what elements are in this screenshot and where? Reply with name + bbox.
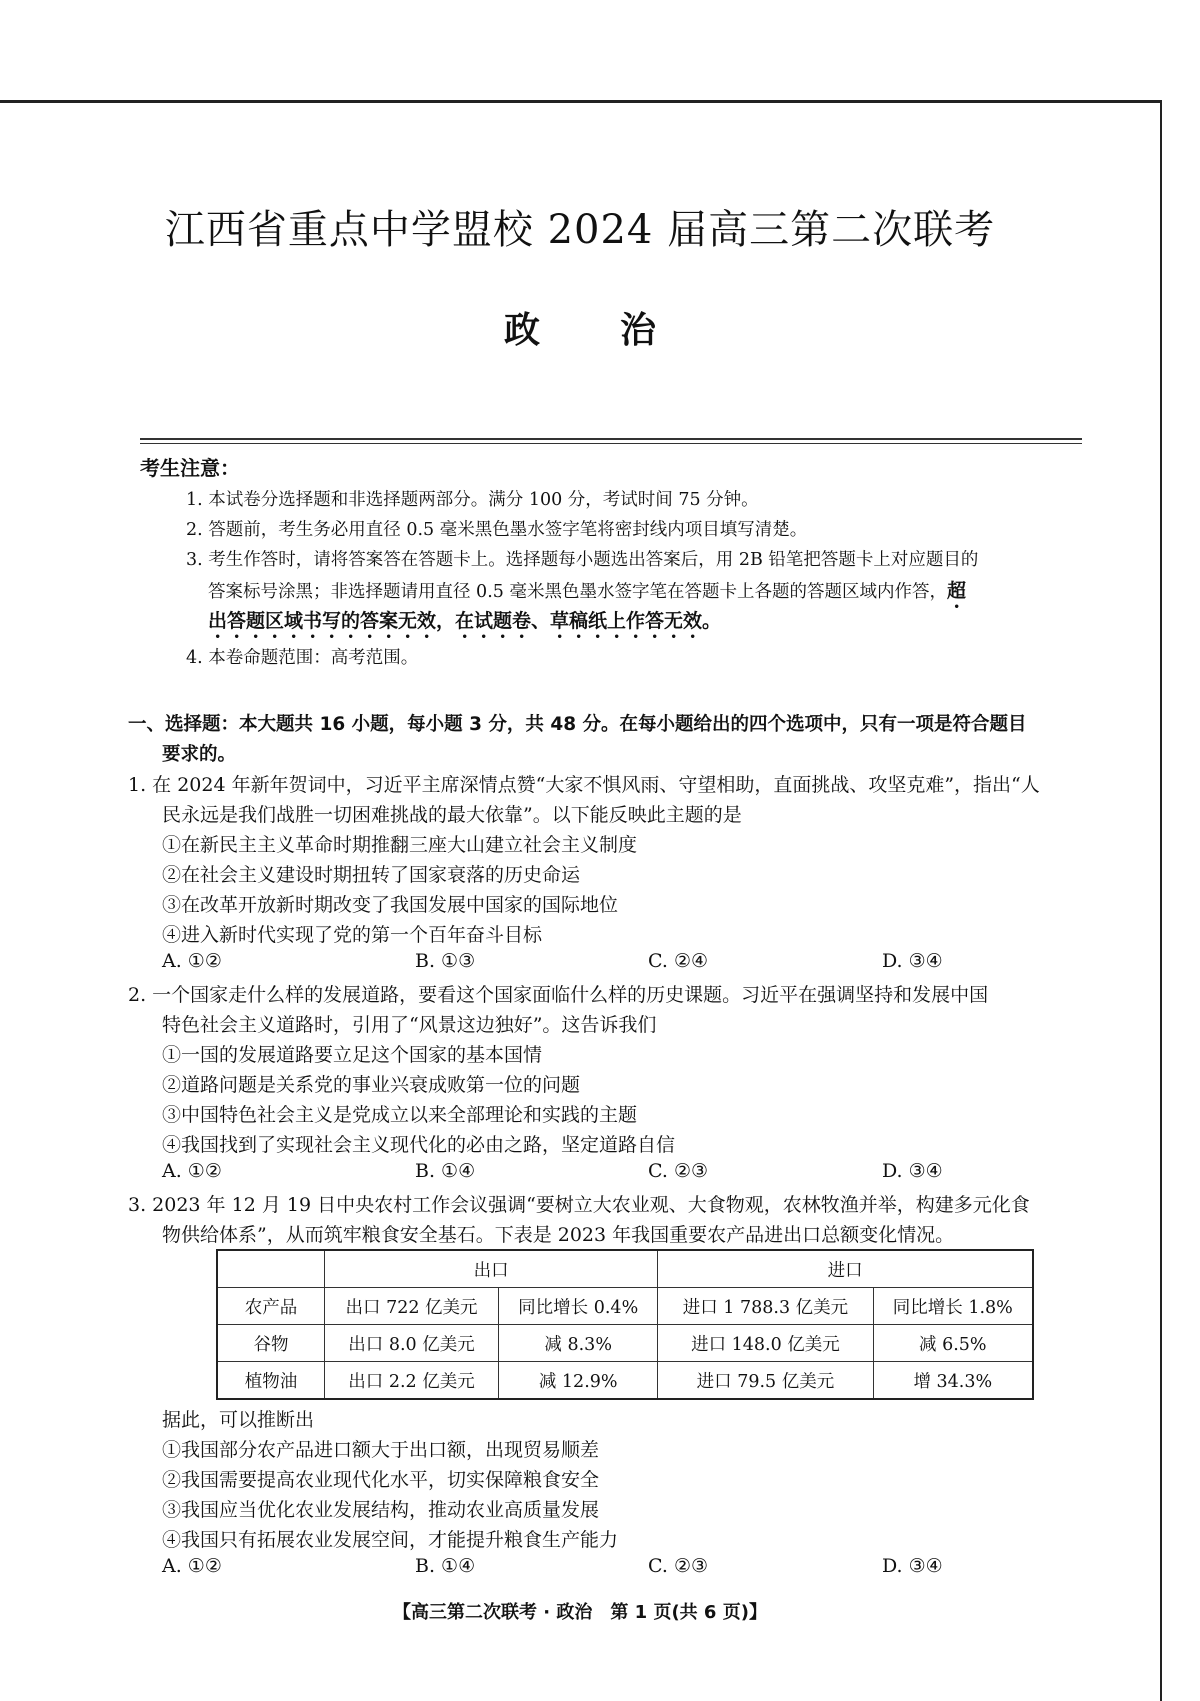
- q3-stem-line-2: 物供给体系”，从而筑牢粮食安全基石。下表是 2023 年我国重要农产品进出口总额变化情况。: [162, 1224, 955, 1246]
- q3-choice-a[interactable]: A. ①②: [162, 1555, 222, 1577]
- table-row: [217, 1325, 1033, 1362]
- table-cell: 出口 722 亿美元: [325, 1288, 499, 1325]
- page-footer: 【高三第二次联考 · 政治 第 1 页(共 6 页)】: [393, 1602, 767, 1623]
- q1-choice-d[interactable]: D. ③④: [882, 950, 943, 972]
- table-cell: 增 34.3%: [873, 1362, 1033, 1400]
- q1-stem-line-1: 1. 在 2024 年新年贺词中，习近平主席深情点赞“大家不惧风雨、守望相助，直面挑战、攻坚克难”，指出“人: [128, 774, 1040, 796]
- q2-choice-b[interactable]: B. ①④: [415, 1160, 476, 1182]
- q1-choice-b[interactable]: B. ①③: [415, 950, 476, 972]
- q2-statement-3: ③中国特色社会主义是党成立以来全部理论和实践的主题: [162, 1104, 638, 1126]
- q1-statement-2: ②在社会主义建设时期扭转了国家衰落的历史命运: [162, 864, 581, 886]
- section-1-heading-cont: 要求的。: [162, 744, 237, 765]
- table-header-import: 进口: [658, 1250, 1033, 1288]
- notice-item-3-line-3: 出答题区域书写的答案无效，在试题卷、草稿纸上作答无效。: [208, 610, 722, 632]
- q3-stem-line-1: 3. 2023 年 12 月 19 日中央农村工作会议强调“要树立大农业观、大食物观，农林牧渔并举，构建多元化食: [128, 1194, 1030, 1216]
- q2-choice-d[interactable]: D. ③④: [882, 1160, 943, 1182]
- table-cell: 同比增长 0.4%: [499, 1288, 658, 1325]
- q3-stem-tail: 据此，可以推断出: [162, 1409, 315, 1431]
- table-cell: 减 12.9%: [499, 1362, 658, 1400]
- notice-item-3-bold-start: 超: [946, 580, 966, 602]
- q3-statement-1: ①我国部分农产品进口额大于出口额，出现贸易顺差: [162, 1439, 600, 1461]
- notice-heading: 考生注意：: [140, 456, 240, 480]
- table-cell: 同比增长 1.8%: [873, 1288, 1033, 1325]
- table-row: [217, 1288, 1033, 1325]
- notice-item-2: 2. 答题前，考生务必用直径 0.5 毫米黑色墨水签字笔将密封线内项目填写清楚。: [186, 520, 808, 540]
- table-cell: 减 8.3%: [499, 1325, 658, 1362]
- subject-char-1: 政: [503, 309, 540, 351]
- table-header-row: [217, 1250, 1033, 1288]
- q3-choice-d[interactable]: D. ③④: [882, 1555, 943, 1577]
- q1-statement-3: ③在改革开放新时期改变了我国发展中国家的国际地位: [162, 894, 619, 916]
- q3-choice-b[interactable]: B. ①④: [415, 1555, 476, 1577]
- notice-item-4: 4. 本卷命题范围：高考范围。: [186, 648, 419, 668]
- section-1-heading: 一、选择题：本大题共 16 小题，每小题 3 分，共 48 分。在每小题给出的四个选项中，只有一项是符合题目: [128, 714, 1027, 735]
- q1-choice-c[interactable]: C. ②④: [648, 950, 709, 972]
- notice-item-3-plain: 答案标号涂黑；非选择题请用直径 0.5 毫米黑色墨水签字笔在答题卡上各题的答题区域内作答，: [208, 582, 947, 602]
- table-cell: 谷物: [217, 1325, 325, 1362]
- q1-statement-1: ①在新民主主义革命时期推翻三座大山建立社会主义制度: [162, 834, 638, 856]
- table-row: [217, 1362, 1033, 1400]
- table-cell: 进口 79.5 亿美元: [658, 1362, 873, 1400]
- header-divider: [140, 438, 1082, 444]
- q2-statement-1: ①一国的发展道路要立足这个国家的基本国情: [162, 1044, 543, 1066]
- table-header-export: 出口: [325, 1250, 658, 1288]
- subject-title: [0, 302, 1160, 353]
- q3-statement-3: ③我国应当优化农业发展结构，推动农业高质量发展: [162, 1499, 600, 1521]
- q1-stem-line-2: 民永远是我们战胜一切困难挑战的最大依靠”。以下能反映此主题的是: [162, 804, 742, 826]
- exam-title: 江西省重点中学盟校 2024 届高三第二次联考: [164, 207, 996, 253]
- q2-stem-line-2: 特色社会主义道路时，引用了“风景这边独好”。这告诉我们: [162, 1014, 657, 1036]
- q3-choice-c[interactable]: C. ②③: [648, 1555, 709, 1577]
- q2-choice-a[interactable]: A. ①②: [162, 1160, 222, 1182]
- table-cell: 进口 148.0 亿美元: [658, 1325, 873, 1362]
- q2-statement-4: ④我国找到了实现社会主义现代化的必由之路，坚定道路自信: [162, 1134, 676, 1156]
- table-cell: 出口 8.0 亿美元: [325, 1325, 499, 1362]
- notice-item-3-line-1: 3. 考生作答时，请将答案答在答题卡上。选择题每小题选出答案后，用 2B 铅笔把答题卡上对应题目的: [186, 550, 979, 570]
- table-cell: 植物油: [217, 1362, 325, 1400]
- table-cell: 农产品: [217, 1288, 325, 1325]
- subject-char-2: 治: [620, 309, 657, 351]
- q2-stem-line-1: 2. 一个国家走什么样的发展道路，要看这个国家面临什么样的历史课题。习近平在强调坚持和发展中国: [128, 984, 989, 1006]
- q2-statement-2: ②道路问题是关系党的事业兴衰成败第一位的问题: [162, 1074, 581, 1096]
- table-cell: 进口 1 788.3 亿美元: [658, 1288, 873, 1325]
- q1-statement-4: ④进入新时代实现了党的第一个百年奋斗目标: [162, 924, 543, 946]
- q3-statement-4: ④我国只有拓展农业发展空间，才能提升粮食生产能力: [162, 1529, 619, 1551]
- table-cell: 减 6.5%: [873, 1325, 1033, 1362]
- q2-choice-c[interactable]: C. ②③: [648, 1160, 709, 1182]
- table-corner-cell: [217, 1250, 325, 1288]
- table-cell: 出口 2.2 亿美元: [325, 1362, 499, 1400]
- trade-table: [216, 1249, 1034, 1400]
- q3-statement-2: ②我国需要提高农业现代化水平，切实保障粮食安全: [162, 1469, 600, 1491]
- notice-item-1: 1. 本试卷分选择题和非选择题两部分。满分 100 分，考试时间 75 分钟。: [186, 490, 759, 510]
- q1-choice-a[interactable]: A. ①②: [162, 950, 222, 972]
